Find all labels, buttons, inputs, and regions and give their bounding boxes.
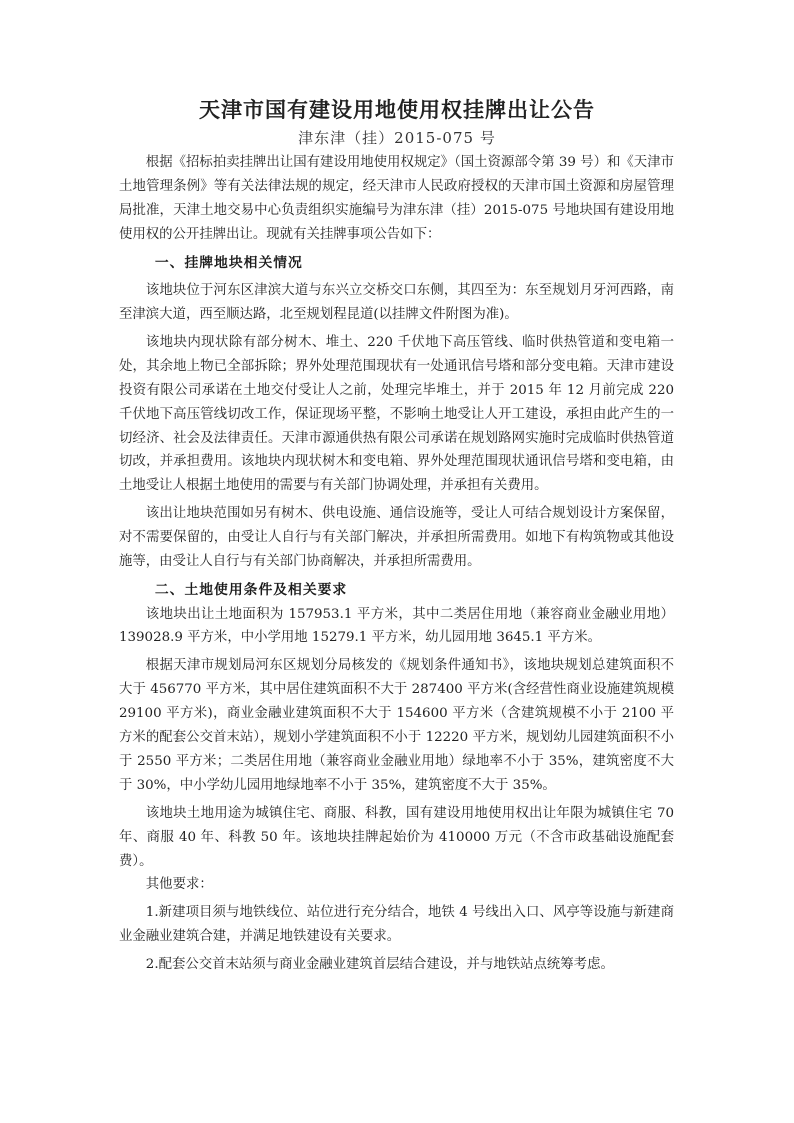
section2-paragraph-requirement-2: 2.配套公交首末站须与商业金融业建筑首层结合建设，并与地铁站点统筹考虑。	[145, 957, 614, 973]
section2-paragraph-usage-price: 该地块土地用途为城镇住宅、商服、科教，国有建设用地使用权出让年限为城镇住宅 70 年、商服 40 年、科教 50 年。该地块挂牌起始价为 410000 万元（不含市政基础设施配套费）。	[119, 805, 674, 869]
section2-paragraph-planning: 根据天津市规划局河东区规划分局核发的《规划条件通知书》，该地块规划总建筑面积不大于 456770 平方米，其中居住建筑面积不大于 287400 平方米(含经营性商业设施建筑规模 29100 平方米)，商业金融业建筑面积不大于 154600 平方米（含建筑规模不小于 2100 平方米的配套公交首末站），规划小学建筑面积不小于 12220 平方米，规划幼儿园建筑面积不小于 2550 平方米；二类居住用地（兼容商业金融业用地）绿地率不小于 35%，建筑密度不大于 30%，中小学幼儿园用地绿地率不小于 35%，建筑密度不大于 35%。	[119, 658, 674, 793]
section2-paragraph-other-heading: 其他要求：	[145, 877, 213, 893]
document-number: 津东津（挂）2015-075 号	[298, 129, 496, 147]
document-title: 天津市国有建设用地使用权挂牌出让公告	[199, 98, 595, 122]
section1-paragraph-location: 该地块位于河东区津滨大道与东兴立交桥交口东侧，其四至为：东至规划月牙河西路，南至津滨大道，西至顺达路，北至规划程昆道(以挂牌文件附图为准)。	[119, 283, 674, 323]
section2-paragraph-requirement-1: 1.新建项目须与地铁线位、站位进行充分结合，地铁 4 号线出入口、风亭等设施与新建商业金融业建筑合建，并满足地铁建设有关要求。	[119, 905, 674, 945]
section1-paragraph-facilities: 该出让地块范围如另有树木、供电设施、通信设施等，受让人可结合规划设计方案保留，对不需要保留的，由受让人自行与有关部门解决，并承担所需费用。如地下有构筑物或其他设施等，由受让人自行与有关部门协商解决，并承担所需费用。	[119, 506, 674, 570]
intro-paragraph: 根据《招标拍卖挂牌出让国有建设用地使用权规定》（国土资源部令第 39 号）和《天津市土地管理条例》等有关法律法规的规定，经天津市人民政府授权的天津市国土资源和房屋管理局批准，天津土地交易中心负责组织实施编号为津东津（挂）2015-075 号地块国有建设用地使用权的公开挂牌出让。现就有关挂牌事项公告如下：	[119, 155, 674, 242]
section2-paragraph-area: 该地块出让土地面积为 157953.1 平方米，其中二类居住用地（兼容商业金融业用地）139028.9 平方米，中小学用地 15279.1 平方米，幼儿园用地 3645.1 平方米。	[119, 606, 674, 646]
document-body	[119, 151, 674, 977]
section1-paragraph-status: 该地块内现状除有部分树木、堆土、220 千伏地下高压管线、临时供热管道和变电箱一处，其余地上物已全部拆除；界外处理范围现状有一处通讯信号塔和部分变电箱。天津市建设投资有限公司承诺在土地交付受让人之前，处理完毕堆土，并于 2015 年 12 月前完成 220 千伏地下高压管线切改工作，保证现场平整，不影响土地受让人开工建设，承担由此产生的一切经济、社会及法律责任。天津市源通供热有限公司承诺在规划路网实施时完成临时供热管道切改，并承担费用。该地块内现状树木和变电箱、界外处理范围现状通讯信号塔和变电箱，由土地受让人根据土地使用的需要与有关部门协调处理，并承担有关费用。	[119, 334, 674, 494]
section-heading-2: 二、土地使用条件及相关要求	[154, 582, 348, 598]
section-heading-1: 一、挂牌地块相关情况	[154, 254, 303, 271]
